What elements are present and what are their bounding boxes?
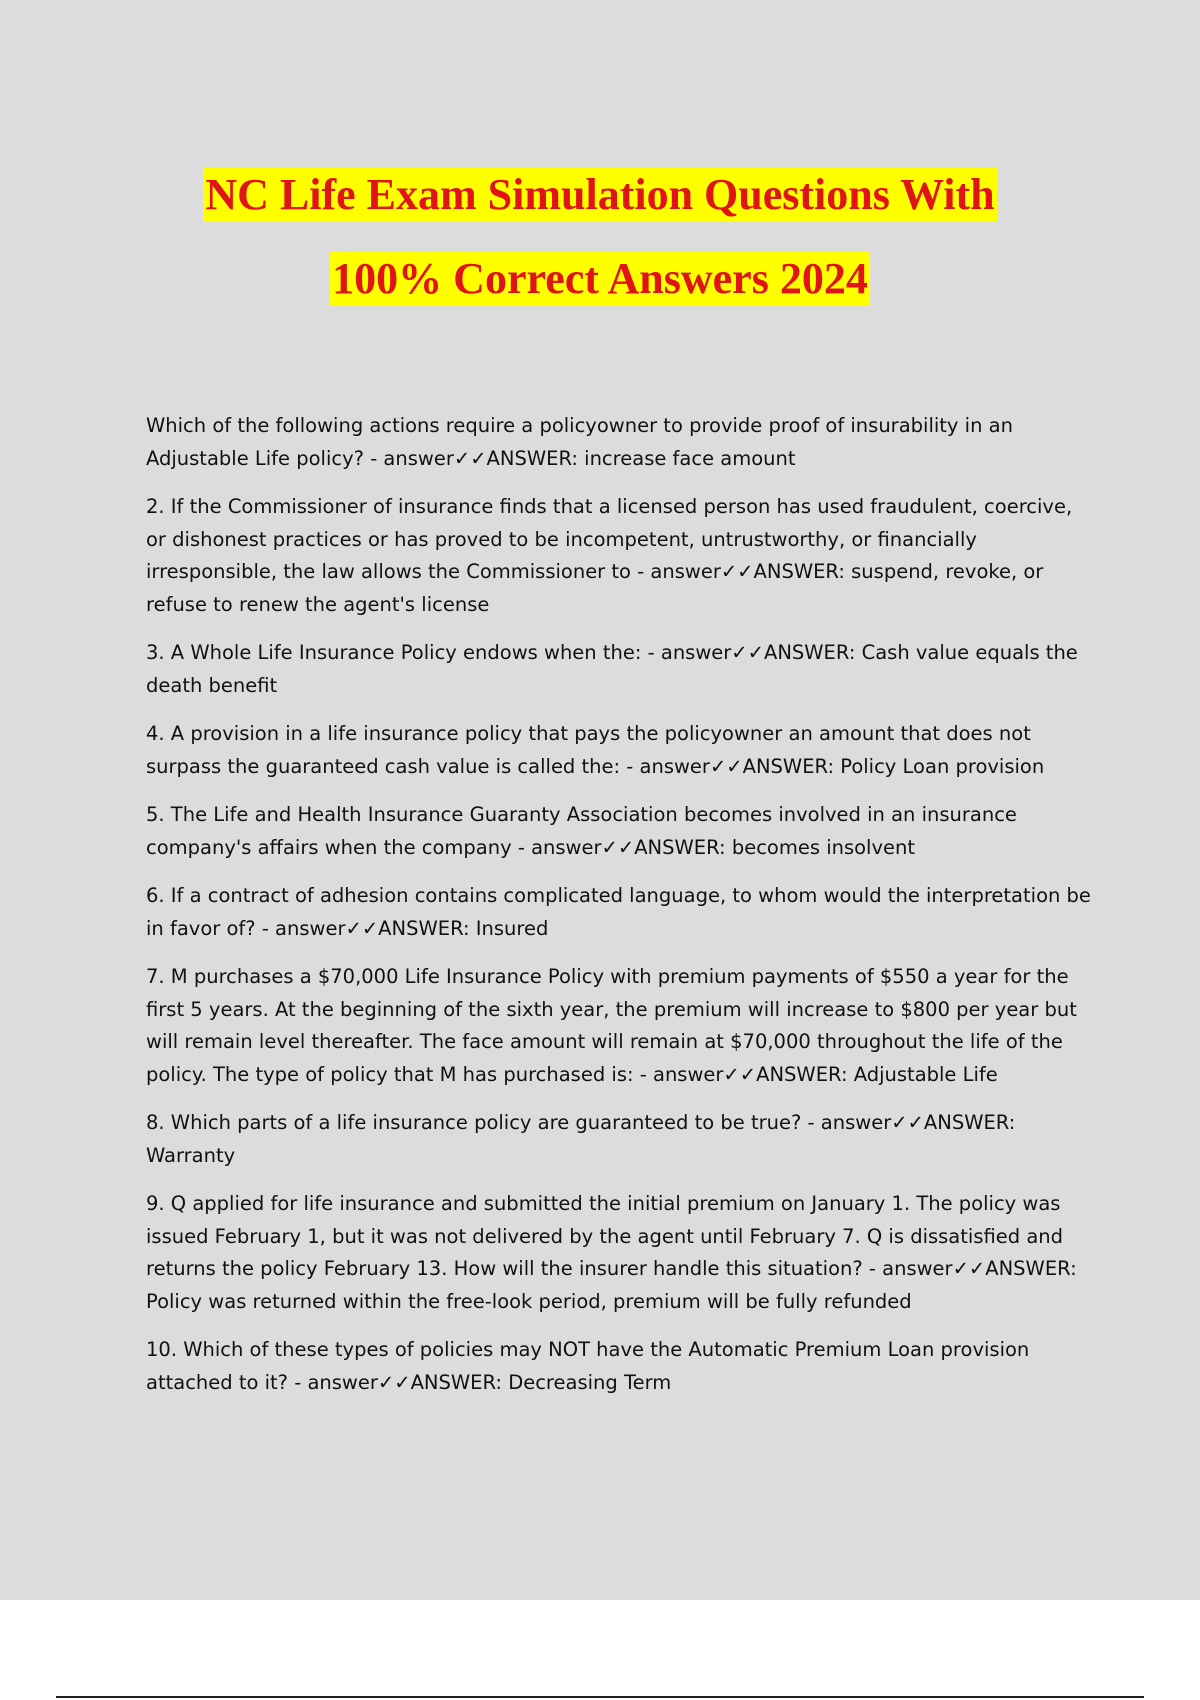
qa-item-6: 6. If a contract of adhesion contains complicated language, to whom would the interpretation be in favor of? - answer✓✓ANSWER: Insured (146, 884, 1091, 940)
title-line-2: 100% Correct Answers 2024 (330, 252, 870, 306)
question-answer-list (146, 410, 1096, 1415)
qa-item-3: 3. A Whole Life Insurance Policy endows when the: - answer✓✓ANSWER: Cash value equals the death benefit (146, 641, 1078, 697)
qa-item-2: 2. If the Commissioner of insurance finds that a licensed person has used fraudulent, coercive, or dishonest practices or has proved to be incompetent, untrustworthy, or financially irresponsible, the law allows the Commissioner to - answer✓✓ANSWER: suspend, revoke, or refuse to renew the agent's license (146, 495, 1073, 616)
footer-divider (56, 1696, 1144, 1698)
qa-item-9: 9. Q applied for life insurance and submitted the initial premium on January 1. The policy was issued February 1, but it was not delivered by the agent until February 7. Q is dissatisfied and returns the policy February 13. How will the insurer handle this situation? - answer✓✓ANSWER: Policy was returned within the free-look period, premium will be fully refunded (146, 1192, 1077, 1313)
qa-item-8: 8. Which parts of a life insurance policy are guaranteed to be true? - answer✓✓ANSWER: Warranty (146, 1111, 1016, 1167)
qa-item-5: 5. The Life and Health Insurance Guaranty Association becomes involved in an insurance company's affairs when the company - answer✓✓ANSWER: becomes insolvent (146, 803, 1017, 859)
qa-item-10: 10. Which of these types of policies may NOT have the Automatic Premium Loan provision attached to it? - answer✓✓ANSWER: Decreasing Term (146, 1338, 1030, 1394)
document-title (0, 168, 1200, 306)
qa-item-1: Which of the following actions require a policyowner to provide proof of insurability in an Adjustable Life policy? - answer✓✓ANSWER: increase face amount (146, 414, 1013, 470)
qa-item-4: 4. A provision in a life insurance policy that pays the policyowner an amount that does not surpass the guaranteed cash value is called the: - answer✓✓ANSWER: Policy Loan provision (146, 722, 1045, 778)
qa-item-7: 7. M purchases a $70,000 Life Insurance Policy with premium payments of $550 a year for the first 5 years. At the beginning of the sixth year, the premium will increase to $800 per year but will remain level thereafter. The face amount will remain at $70,000 throughout the life of the policy. The type of policy that M has purchased is: - answer✓✓ANSWER: Adjustable Life (146, 965, 1077, 1086)
title-line-1: NC Life Exam Simulation Questions With (203, 168, 996, 222)
